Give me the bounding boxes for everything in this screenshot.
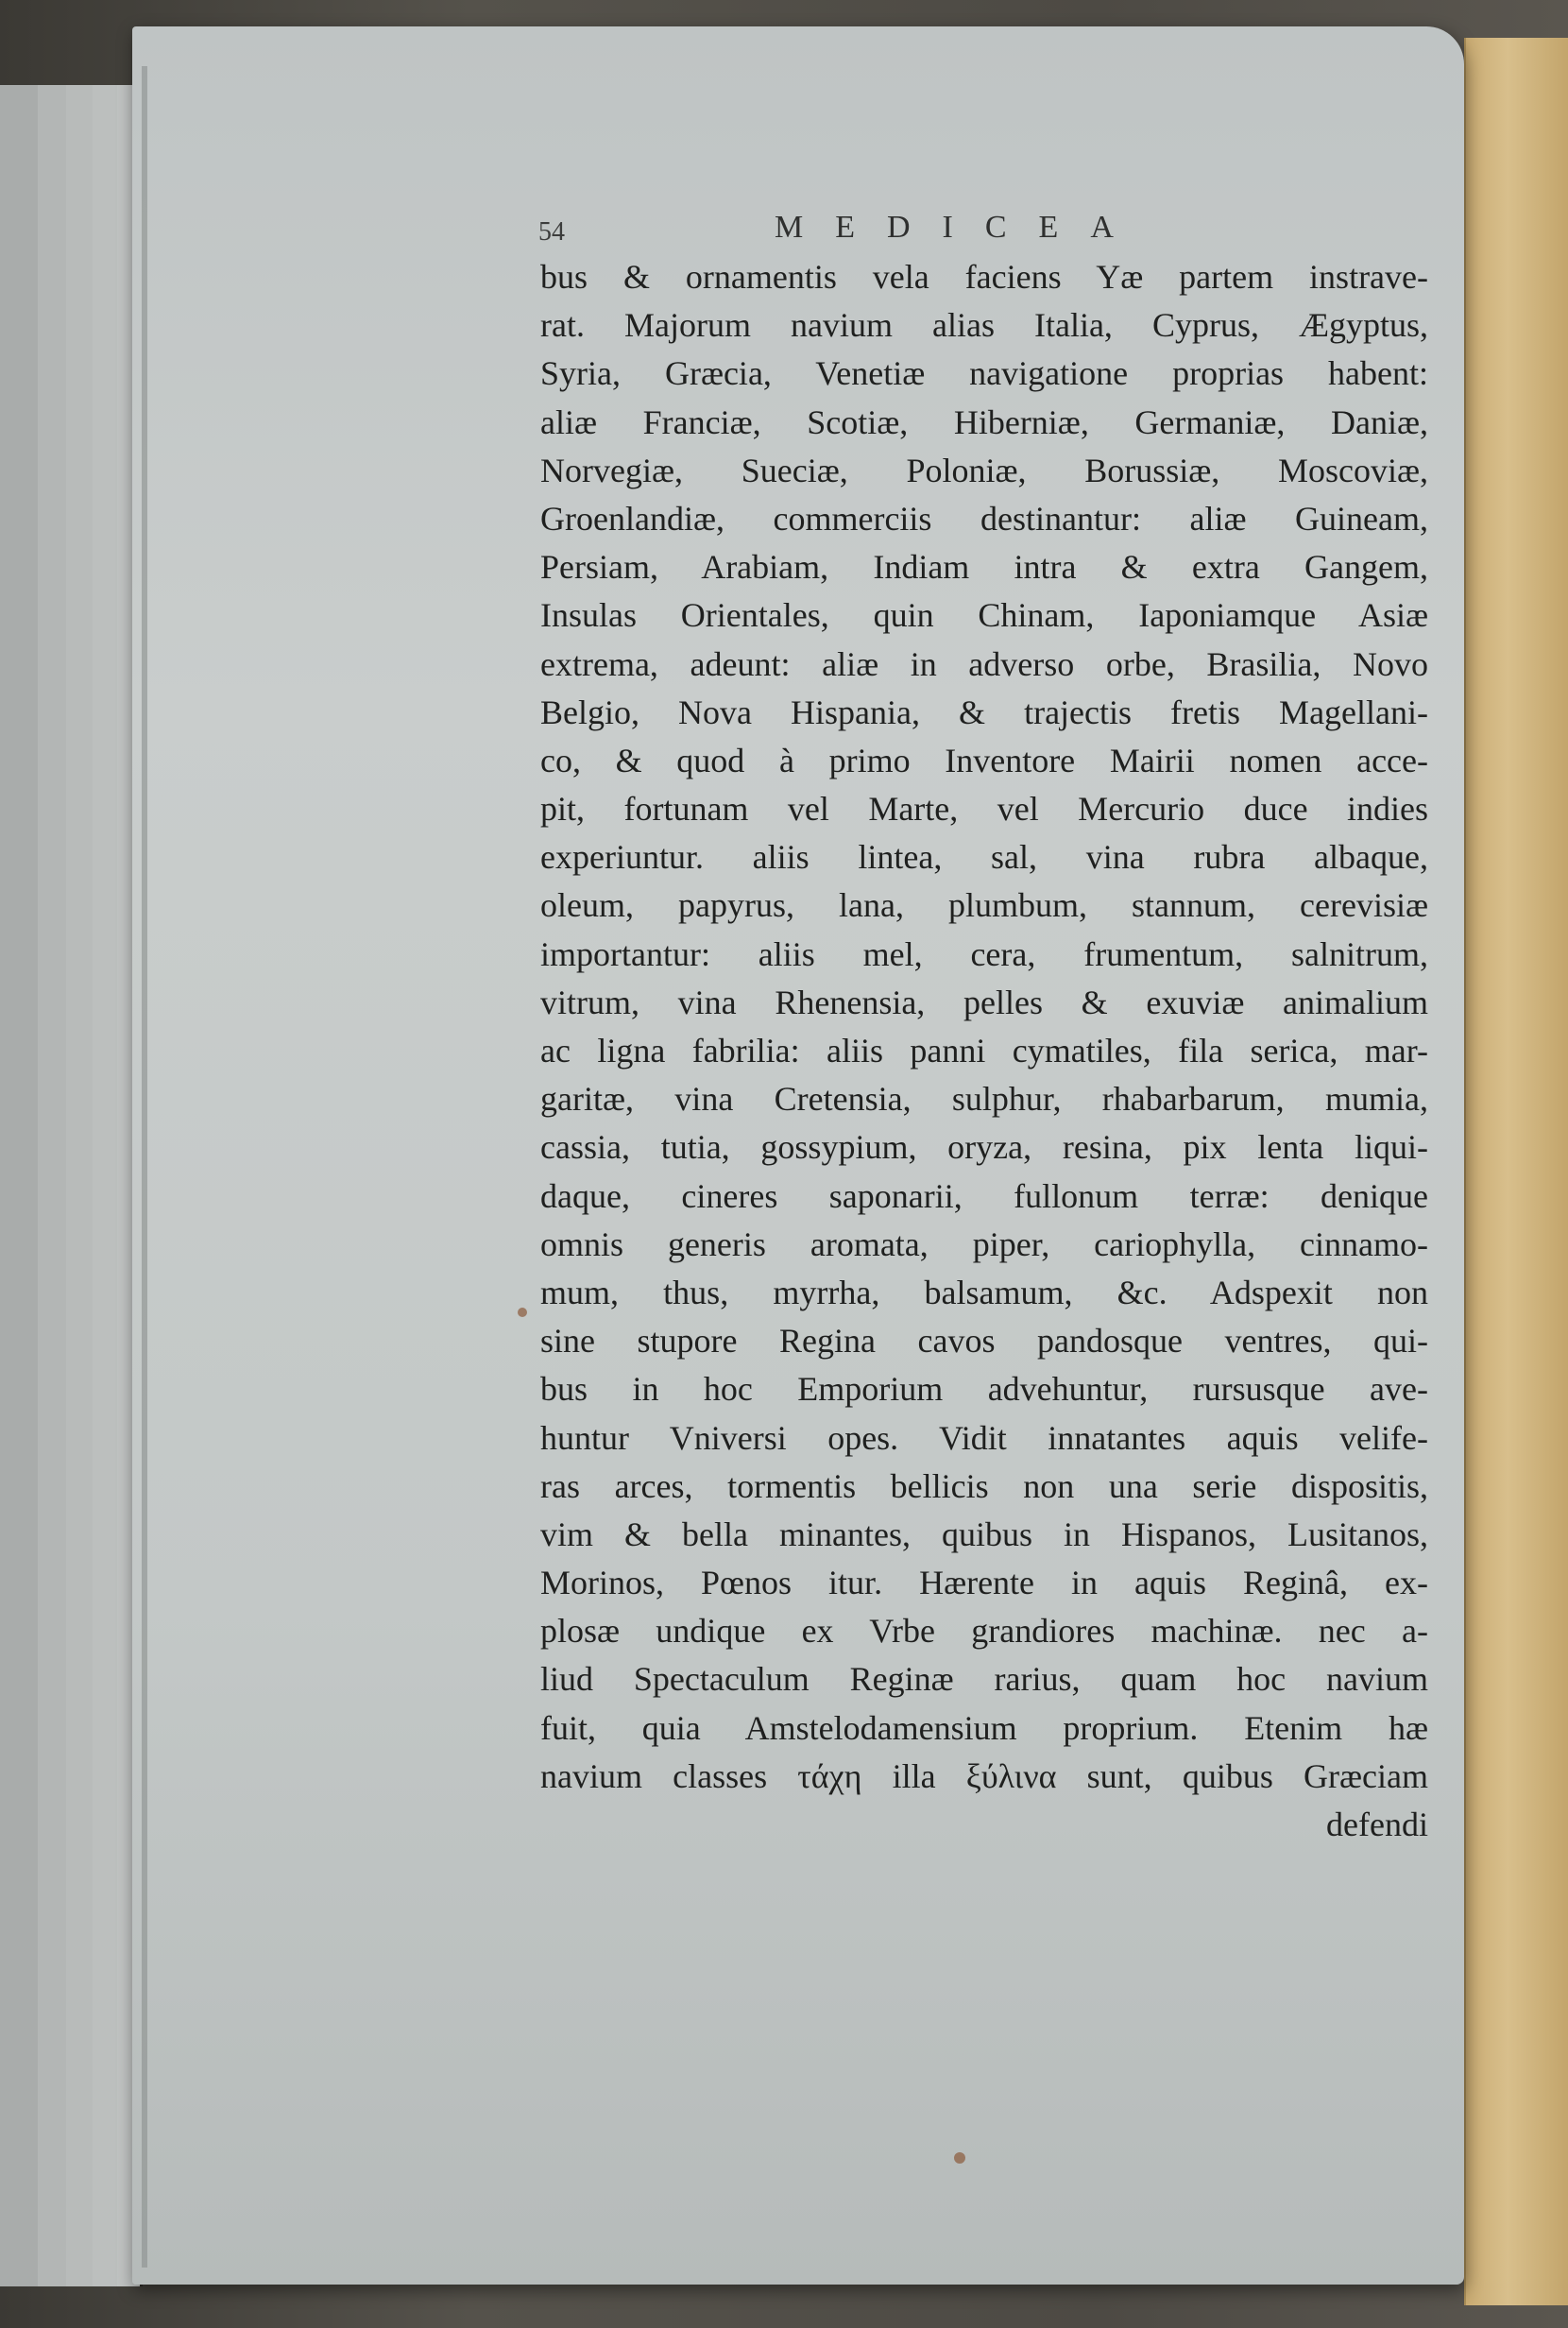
text-line: co, & quod à primo Inventore Mairii nomen acce- (540, 741, 1428, 779)
text-line: rat. Majorum navium alias Italia, Cyprus, Ægyptus, (540, 306, 1428, 345)
text-line: ac ligna fabrilia: aliis panni cymatiles, fila serica, mar- (540, 1032, 1428, 1070)
ink-stain (954, 2152, 965, 2164)
text-line: navium classes τάχη illa ξύλινα sunt, quibus Græciam (540, 1756, 1428, 1795)
text-line: Groenlandiæ, commerciis destinantur: aliæ Guineam, (540, 499, 1428, 538)
text-line: Syria, Græcia, Venetiæ navigatione proprias habent: (540, 354, 1428, 393)
page-edge (66, 85, 95, 2286)
text-line: liud Spectaculum Reginæ rarius, quam hoc navium (540, 1660, 1428, 1699)
text-line: Morinos, Pœnos itur. Hærente in aquis Reginâ, ex- (540, 1564, 1428, 1602)
page-header (538, 210, 1426, 257)
text-line: Insulas Orientales, quin Chinam, Iaponiamque Asiæ (540, 596, 1428, 635)
text-line: bus & ornamentis vela faciens Yæ partem instrave- (540, 258, 1428, 296)
body-text (540, 253, 1428, 1849)
text-line: mum, thus, myrrha, balsamum, &c. Adspexit non (540, 1273, 1428, 1311)
page-fold (142, 66, 147, 2268)
adjacent-page (1464, 38, 1568, 2305)
text-line: Persiam, Arabiam, Indiam intra & extra Gangem, (540, 548, 1428, 587)
page-number: 54 (538, 217, 565, 247)
page-edge (93, 85, 120, 2286)
text-line: pit, fortunam vel Marte, vel Mercurio duce indies (540, 790, 1428, 829)
text-line: Belgio, Nova Hispania, & trajectis fretis Magellani- (540, 693, 1428, 731)
text-line: defendi (1326, 1806, 1428, 1843)
text-line: vitrum, vina Rhenensia, pelles & exuviæ animalium (540, 983, 1428, 1021)
text-line: importantur: aliis mel, cera, frumentum, salnitrum, (540, 934, 1428, 973)
text-line: cassia, tutia, gossypium, oryza, resina, pix lenta liqui- (540, 1128, 1428, 1167)
text-line: plosæ undique ex Vrbe grandiores machinæ. nec a- (540, 1612, 1428, 1651)
text-line: vim & bella minantes, quibus in Hispanos, Lusitanos, (540, 1515, 1428, 1553)
running-head: MEDICEA (775, 210, 1146, 245)
text-line: bus in hoc Emporium advehuntur, rursusque ave- (540, 1370, 1428, 1409)
text-line: experiuntur. aliis lintea, sal, vina rubra albaque, (540, 838, 1428, 877)
text-line: ras arces, tormentis bellicis non una serie dispositis, (540, 1466, 1428, 1505)
ink-stain (518, 1308, 527, 1317)
text-line: extrema, adeunt: aliæ in adverso orbe, Brasilia, Novo (540, 644, 1428, 683)
text-line: garitæ, vina Cretensia, sulphur, rhabarbarum, mumia, (540, 1080, 1428, 1119)
text-line: omnis generis aromata, piper, cariophylla, cinnamo- (540, 1224, 1428, 1263)
text-line: Norvegiæ, Sueciæ, Poloniæ, Borussiæ, Moscoviæ, (540, 451, 1428, 489)
text-line: aliæ Franciæ, Scotiæ, Hiberniæ, Germaniæ, Daniæ, (540, 402, 1428, 441)
text-line: sine stupore Regina cavos pandosque ventres, qui- (540, 1322, 1428, 1361)
page-edge (38, 85, 69, 2286)
text-line: daque, cineres saponarii, fullonum terræ: denique (540, 1176, 1428, 1215)
page-edge (0, 85, 41, 2286)
text-line: oleum, papyrus, lana, plumbum, stannum, cerevisiæ (540, 886, 1428, 925)
text-line: fuit, quia Amstelodamensium proprium. Etenim hæ (540, 1708, 1428, 1747)
text-line: huntur Vniversi opes. Vidit innatantes aquis velife- (540, 1418, 1428, 1457)
